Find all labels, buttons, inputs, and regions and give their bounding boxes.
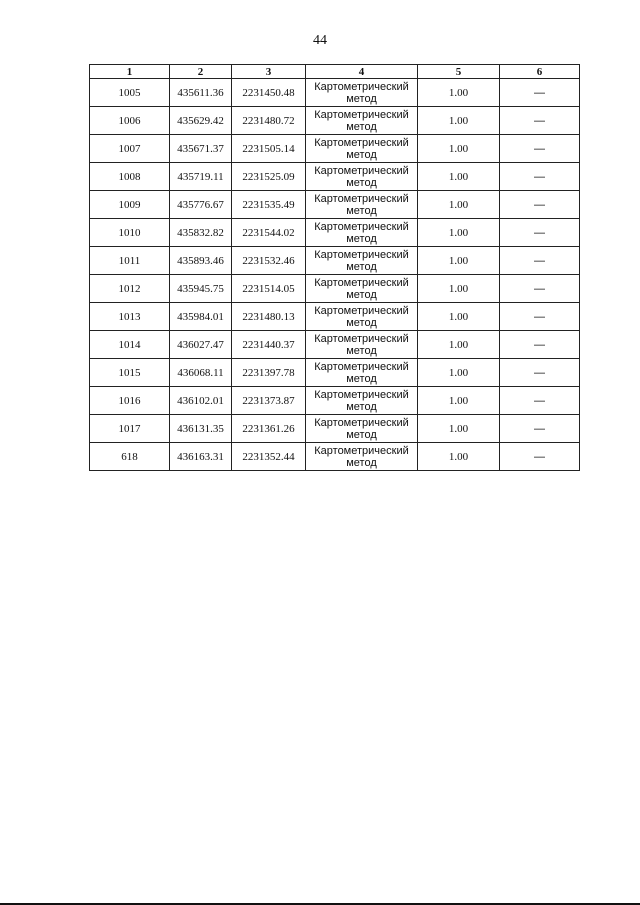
- note-cell: —: [500, 219, 580, 247]
- point-id-cell: 1007: [90, 135, 170, 163]
- point-id-cell: 1017: [90, 415, 170, 443]
- method-line-2: метод: [346, 120, 377, 133]
- method-line-2: метод: [346, 344, 377, 357]
- method-line-1: Картометрический: [314, 164, 409, 177]
- method-line-2: метод: [346, 456, 377, 469]
- accuracy-cell: 1.00: [418, 359, 500, 387]
- y-coordinate-cell: 2231535.49: [232, 191, 306, 219]
- method-cell: [306, 247, 418, 275]
- table-row: [90, 191, 580, 219]
- table-row: [90, 247, 580, 275]
- note-cell: —: [500, 107, 580, 135]
- point-id-cell: 1011: [90, 247, 170, 275]
- x-coordinate-cell: 436068.11: [170, 359, 232, 387]
- table-row: [90, 415, 580, 443]
- table-row: [90, 163, 580, 191]
- point-id-cell: 1009: [90, 191, 170, 219]
- x-coordinate-cell: 435984.01: [170, 303, 232, 331]
- method-cell: [306, 135, 418, 163]
- method-line-1: Картометрический: [314, 276, 409, 289]
- method-line-2: метод: [346, 260, 377, 273]
- note-cell: —: [500, 275, 580, 303]
- point-id-cell: 1005: [90, 79, 170, 107]
- x-coordinate-cell: 435832.82: [170, 219, 232, 247]
- accuracy-cell: 1.00: [418, 163, 500, 191]
- x-coordinate-cell: 435629.42: [170, 107, 232, 135]
- y-coordinate-cell: 2231544.02: [232, 219, 306, 247]
- header-cell-4: 4: [306, 65, 418, 79]
- method-line-2: метод: [346, 176, 377, 189]
- method-cell: [306, 331, 418, 359]
- header-cell-5: 5: [418, 65, 500, 79]
- accuracy-cell: 1.00: [418, 219, 500, 247]
- header-cell-3: 3: [232, 65, 306, 79]
- x-coordinate-cell: 435893.46: [170, 247, 232, 275]
- note-cell: —: [500, 247, 580, 275]
- x-coordinate-cell: 435945.75: [170, 275, 232, 303]
- header-cell-1: 1: [90, 65, 170, 79]
- method-cell: [306, 415, 418, 443]
- accuracy-cell: 1.00: [418, 387, 500, 415]
- y-coordinate-cell: 2231505.14: [232, 135, 306, 163]
- point-id-cell: 1010: [90, 219, 170, 247]
- accuracy-cell: 1.00: [418, 191, 500, 219]
- point-id-cell: 1012: [90, 275, 170, 303]
- y-coordinate-cell: 2231450.48: [232, 79, 306, 107]
- note-cell: —: [500, 191, 580, 219]
- point-id-cell: 1006: [90, 107, 170, 135]
- method-cell: [306, 219, 418, 247]
- method-line-2: метод: [346, 288, 377, 301]
- accuracy-cell: 1.00: [418, 107, 500, 135]
- method-cell: [306, 387, 418, 415]
- table-body: [90, 79, 580, 471]
- y-coordinate-cell: 2231397.78: [232, 359, 306, 387]
- x-coordinate-cell: 435671.37: [170, 135, 232, 163]
- y-coordinate-cell: 2231480.13: [232, 303, 306, 331]
- method-cell: [306, 359, 418, 387]
- method-cell: [306, 303, 418, 331]
- note-cell: —: [500, 387, 580, 415]
- table-row: [90, 359, 580, 387]
- method-line-2: метод: [346, 316, 377, 329]
- accuracy-cell: 1.00: [418, 443, 500, 471]
- table-row: [90, 331, 580, 359]
- accuracy-cell: 1.00: [418, 135, 500, 163]
- note-cell: —: [500, 163, 580, 191]
- method-line-2: метод: [346, 372, 377, 385]
- method-line-2: метод: [346, 400, 377, 413]
- header-cell-6: 6: [500, 65, 580, 79]
- method-line-1: Картометрический: [314, 108, 409, 121]
- x-coordinate-cell: 435776.67: [170, 191, 232, 219]
- y-coordinate-cell: 2231352.44: [232, 443, 306, 471]
- method-line-1: Картометрический: [314, 416, 409, 429]
- table-row: [90, 387, 580, 415]
- method-cell: [306, 443, 418, 471]
- note-cell: —: [500, 359, 580, 387]
- method-line-1: Картометрический: [314, 360, 409, 373]
- accuracy-cell: 1.00: [418, 331, 500, 359]
- method-line-1: Картометрический: [314, 136, 409, 149]
- note-cell: —: [500, 79, 580, 107]
- note-cell: —: [500, 303, 580, 331]
- method-cell: [306, 163, 418, 191]
- y-coordinate-cell: 2231480.72: [232, 107, 306, 135]
- table-row: [90, 135, 580, 163]
- point-id-cell: 1016: [90, 387, 170, 415]
- y-coordinate-cell: 2231373.87: [232, 387, 306, 415]
- table-row: [90, 443, 580, 471]
- method-cell: [306, 275, 418, 303]
- x-coordinate-cell: 436131.35: [170, 415, 232, 443]
- x-coordinate-cell: 436102.01: [170, 387, 232, 415]
- method-line-2: метод: [346, 204, 377, 217]
- accuracy-cell: 1.00: [418, 415, 500, 443]
- accuracy-cell: 1.00: [418, 275, 500, 303]
- x-coordinate-cell: 435611.36: [170, 79, 232, 107]
- header-cell-2: 2: [170, 65, 232, 79]
- point-id-cell: 1008: [90, 163, 170, 191]
- accuracy-cell: 1.00: [418, 303, 500, 331]
- method-line-2: метод: [346, 232, 377, 245]
- point-id-cell: 618: [90, 443, 170, 471]
- note-cell: —: [500, 415, 580, 443]
- accuracy-cell: 1.00: [418, 247, 500, 275]
- table-row: [90, 219, 580, 247]
- table-row: [90, 275, 580, 303]
- method-line-1: Картометрический: [314, 192, 409, 205]
- table-row: [90, 79, 580, 107]
- method-line-1: Картометрический: [314, 388, 409, 401]
- note-cell: —: [500, 331, 580, 359]
- y-coordinate-cell: 2231361.26: [232, 415, 306, 443]
- method-line-1: Картометрический: [314, 80, 409, 93]
- method-cell: [306, 79, 418, 107]
- y-coordinate-cell: 2231440.37: [232, 331, 306, 359]
- method-line-1: Картометрический: [314, 304, 409, 317]
- x-coordinate-cell: 435719.11: [170, 163, 232, 191]
- x-coordinate-cell: 436163.31: [170, 443, 232, 471]
- table-header-row: [90, 65, 580, 79]
- x-coordinate-cell: 436027.47: [170, 331, 232, 359]
- method-line-1: Картометрический: [314, 220, 409, 233]
- point-id-cell: 1014: [90, 331, 170, 359]
- point-id-cell: 1015: [90, 359, 170, 387]
- table-row: [90, 303, 580, 331]
- y-coordinate-cell: 2231525.09: [232, 163, 306, 191]
- coordinates-table: [89, 64, 580, 471]
- table-row: [90, 107, 580, 135]
- method-cell: [306, 107, 418, 135]
- method-line-1: Картометрический: [314, 248, 409, 261]
- method-cell: [306, 191, 418, 219]
- method-line-2: метод: [346, 92, 377, 105]
- y-coordinate-cell: 2231532.46: [232, 247, 306, 275]
- method-line-1: Картометрический: [314, 332, 409, 345]
- point-id-cell: 1013: [90, 303, 170, 331]
- method-line-1: Картометрический: [314, 444, 409, 457]
- accuracy-cell: 1.00: [418, 79, 500, 107]
- note-cell: —: [500, 443, 580, 471]
- note-cell: —: [500, 135, 580, 163]
- y-coordinate-cell: 2231514.05: [232, 275, 306, 303]
- method-line-2: метод: [346, 428, 377, 441]
- method-line-2: метод: [346, 148, 377, 161]
- page-number: 44: [313, 33, 327, 48]
